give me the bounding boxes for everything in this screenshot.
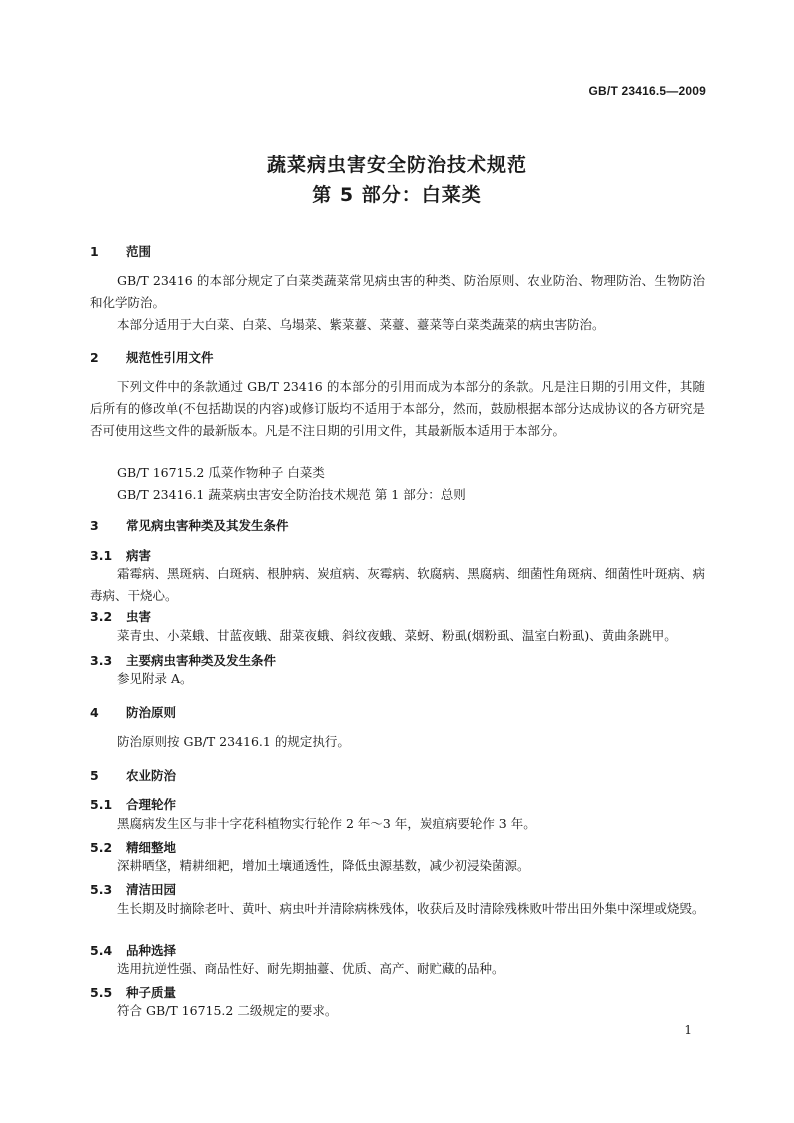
subsection-3-3-text: 参见附录 A。 — [117, 671, 193, 686]
section-title: 农业防治 — [126, 768, 177, 783]
subsection-number: 5.2 — [90, 840, 113, 855]
section-1-paragraph-1: GB/T 23416 的本部分规定了白菜类蔬菜常见病虫害的种类、防治原则、农业防治、物理防治、生物防治和化学防治。 — [90, 273, 705, 310]
subsection-number: 5.5 — [90, 985, 113, 1000]
section-title: 防治原则 — [126, 705, 177, 720]
section-number: 3 — [90, 518, 99, 533]
subsection-5-3-heading — [90, 880, 176, 898]
subsection-title: 清洁田园 — [126, 882, 177, 897]
subsection-title: 种子质量 — [126, 985, 177, 1000]
subsection-5-2-text: 深耕晒垡，精耕细耙，增加土壤通透性，降低虫源基数，减少初浸染菌源。 — [117, 858, 530, 873]
subsection-title: 品种选择 — [126, 943, 177, 958]
section-title: 常见病虫害种类及其发生条件 — [126, 518, 289, 533]
subsection-3-1-heading — [90, 546, 151, 564]
subsection-3-1-text: 霜霉病、黑斑病、白斑病、根肿病、炭疽病、灰霉病、软腐病、黑腐病、细菌性角斑病、细菌性叶斑病、病毒病、干烧心。 — [90, 566, 705, 603]
subsection-title: 合理轮作 — [126, 797, 177, 812]
subsection-5-4-heading — [90, 941, 176, 959]
subsection-number: 5.3 — [90, 882, 113, 897]
subsection-number: 3.2 — [90, 609, 113, 624]
document-title: 蔬菜病虫害安全防治技术规范 — [266, 154, 527, 176]
subsection-title: 虫害 — [126, 609, 152, 624]
section-title: 规范性引用文件 — [126, 350, 214, 365]
section-number: 1 — [90, 244, 99, 259]
section-3-heading — [90, 516, 289, 534]
subsection-number: 5.1 — [90, 797, 113, 812]
section-number: 5 — [90, 768, 99, 783]
section-4-text: 防治原则按 GB/T 23416.1 的规定执行。 — [117, 734, 350, 749]
subsection-number: 3.1 — [90, 548, 113, 563]
subsection-5-1-heading — [90, 795, 176, 813]
subsection-5-5-heading — [90, 983, 176, 1001]
section-5-heading — [90, 766, 176, 784]
subsection-title: 病害 — [126, 548, 152, 563]
standard-number: GB/T 23416.5—2009 — [588, 84, 706, 98]
subsection-3-3-heading — [90, 651, 276, 669]
subsection-title: 精细整地 — [126, 840, 177, 855]
subsection-3-2-text: 菜青虫、小菜蛾、甘蓝夜蛾、甜菜夜蛾、斜纹夜蛾、菜蚜、粉虱(烟粉虱、温室白粉虱)、黄曲条跳甲。 — [117, 628, 677, 643]
subsection-number: 3.3 — [90, 653, 113, 668]
section-2-paragraph: 下列文件中的条款通过 GB/T 23416 的本部分的引用而成为本部分的条款。凡是注日期的引用文件，其随后所有的修改单(不包括勘误的内容)或修订版均不适用于本部分，然而，鼓励根据本部分达成协议的各方研究是否可使用这些文件的最新版本。凡是不注日期的引用文件，其最新版本适用于本部分。 — [90, 379, 705, 438]
section-1-paragraph-2: 本部分适用于大白菜、白菜、乌塌菜、紫菜薹、菜薹、薹菜等白菜类蔬菜的病虫害防治。 — [117, 317, 605, 332]
subsection-title: 主要病虫害种类及发生条件 — [126, 653, 277, 668]
reference-item-1: GB/T 16715.2 瓜菜作物种子 白菜类 — [117, 465, 325, 480]
section-1-heading — [90, 242, 151, 260]
subsection-5-4-text: 选用抗逆性强、商品性好、耐先期抽薹、优质、高产、耐贮藏的品种。 — [117, 961, 505, 976]
subsection-5-1-text: 黑腐病发生区与非十字花科植物实行轮作 2 年～3 年，炭疽病要轮作 3 年。 — [117, 816, 536, 831]
subsection-5-5-text: 符合 GB/T 16715.2 二级规定的要求。 — [117, 1003, 338, 1018]
document-subtitle: 第 5 部分：白菜类 — [312, 184, 482, 206]
section-number: 2 — [90, 350, 99, 365]
page-number: 1 — [684, 1023, 692, 1037]
subsection-5-3-text: 生长期及时摘除老叶、黄叶、病虫叶并清除病株残体，收获后及时清除残株败叶带出田外集中深埋或烧毁。 — [117, 901, 705, 916]
section-2-heading — [90, 348, 214, 366]
section-title: 范围 — [126, 244, 152, 259]
subsection-5-2-heading — [90, 838, 176, 856]
section-4-heading — [90, 703, 176, 721]
subsection-number: 5.4 — [90, 943, 113, 958]
subsection-3-2-heading — [90, 607, 151, 625]
reference-item-2: GB/T 23416.1 蔬菜病虫害安全防治技术规范 第 1 部分：总则 — [117, 487, 466, 502]
section-number: 4 — [90, 705, 99, 720]
